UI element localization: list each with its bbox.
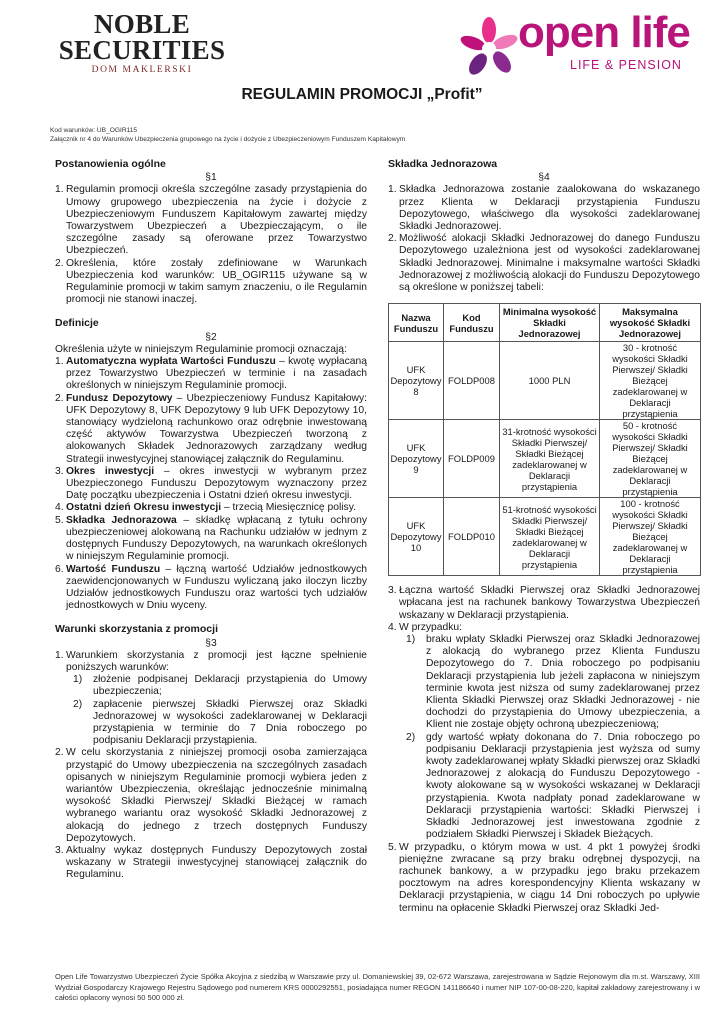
sub-item-text: złożenie podpisanej Deklaracji przystąpienia do Umowy ubezpieczenia; (93, 674, 367, 698)
sub-item-text: gdy wartość wpłaty dokonana do 7. Dnia roboczego po podpisaniu Deklaracji przystąpienia jest wyższa od sumy kwoty zadeklarowanej wpłaty Składki pierwszej oraz Składki Jednorazowej z alokacją do Funduszu Depozytowego - kwoty alokowane są w wysokości wskazanej w Deklaracji przystąpienia. Kwota nadpłaty ponad zadeklarowane w Deklaracji przystąpienia wartości: Składki Pierwszej i Składki Jednorazowej jest inwestowana zgodnie z podziałem Składki Pierwszej i Składek Bieżących. (426, 731, 700, 841)
table-cell: 30 - krotność wysokości Składki Pierwszej/ Składki Bieżącej zadeklarowanej w Deklaracji przystąpienia (600, 342, 701, 420)
paragraph-number: §2 (205, 331, 217, 343)
list-item: 2. Określenia, które zostały zdefiniowane w Warunkach Ubezpieczenia kod warunków: UB_OGIR115 używane są w Regulaminie promocji w takim samym znaczeniu, o ile Regulamin promocji nie stanowi inaczej. (55, 257, 367, 306)
section-heading: Definicje (55, 317, 99, 330)
definition-item: 1. Automatyczna wypłata Wartości Funduszu – kwotę wypłacaną przez Towarzystwo Ubezpieczeń w terminie i na zasadach określonych w niniejszym Regulaminie promocji. (55, 356, 367, 392)
list-item: 2. W celu skorzystania z niniejszej promocji osoba zamierzająca przystąpić do Umowy ubezpieczenia na szczególnych zasadach opisanych w niniejszym Regulaminie promocji wybiera jeden z wariantów Ubezpieczenia, określając jednocześnie minimalną wysokość Składki Pierwszej/ Składki Bieżącej w ramach wybranego wariantu oraz wysokość Składki Jednorazowej z alokacją do jednego z trzech dostępnych Funduszy Depozytowych. (55, 747, 367, 844)
fund-limits-table (388, 303, 701, 576)
list-item: 3. Łączna wartość Składki Pierwszej oraz Składki Jednorazowej wpłacana jest na rachunek bankowy Towarzystwa Ubezpieczeń wskazany w Deklaracji przystąpienia. (388, 585, 700, 621)
table-cell: 51-krotność wysokości Składki Pierwszej/ Składki Bieżącej zadeklarowanej w Deklaracji przystąpienia (500, 498, 600, 576)
table-row (389, 342, 701, 420)
list-item-text: Regulamin promocji określa szczególne zasady przystąpienia do Umowy grupowego ubezpieczenia na życie i dożycie z Ubezpieczeniowym Funduszem Kapitałowym zawartej między Towarzystwem Ubezpieczeń a Ubezpieczającym, o ile szczególne zasady są oferowane przez Towarzystwo Ubezpieczeń. (66, 184, 367, 257)
table-cell: UFK Depozytowy 8 (389, 342, 444, 420)
definition-text: – kwotę wypłacaną przez Towarzystwo Ubezpieczeń w terminie i na zasadach określonych w niniejszym Regulaminie promocji. (66, 356, 367, 392)
logo-line: SECURITIES (58, 35, 226, 65)
table-header-cell: Nazwa Funduszu (389, 304, 444, 342)
paragraph-number: §1 (205, 172, 217, 184)
section-heading: Składka Jednorazowa (388, 158, 498, 170)
table-header-cell: Minimalna wysokość Składki Jednorazowej (500, 304, 600, 342)
flower-icon (458, 16, 520, 82)
table-row (389, 420, 701, 498)
definition-item: 3. Okres inwestycji – okres inwestycji w wybranym przez Ubezpieczonego Funduszu Depozytowym wyznaczony przez Datę początku ubezpieczenia i Ostatni dzień okresu inwestycji. (55, 465, 367, 502)
section-conditions (55, 623, 367, 881)
table-cell: 1000 PLN (500, 342, 600, 420)
definition-term: Okres inwestycji (66, 465, 155, 477)
table-cell: 31-krotność wysokości Składki Pierwszej/ Składki Bieżącej zadeklarowanej w Deklaracji przystąpienia (500, 420, 600, 498)
paragraph-number: §3 (205, 637, 217, 649)
sub-item-text: zapłacenie pierwszej Składki Pierwszej oraz Składki Jednorazowej w wysokości zadeklarowanej w Deklaracji przystąpienia w terminie do 7 Dnia roboczego po podpisaniu Deklaracji przystąpienia. (93, 698, 367, 747)
definition-item: 2. Fundusz Depozytowy – Ubezpieczeniowy Fundusz Kapitałowy: UFK Depozytowy 8, UFK Depozytowy 9 lub UFK Depozytowy 10, stanowiący wydzieloną rachunkowo oraz odrębnie inwestowaną część aktywów Towarzystwa Ubezpieczeń tworzoną z alokowanych Składek Jednorazowych zarządzany według Strategii inwestycyjnej stanowiącej załącznik do Regulaminu. (55, 392, 367, 465)
section-general (55, 158, 367, 306)
definition-text: – składkę wpłacaną z tytułu ochrony ubezpieczeniowej alokowaną na Rachunku udziałów w jednym z dostępnych Funduszy Depozytowych, na warunkach określonych w niniejszym Regulaminie promocji. (66, 514, 367, 563)
definition-text: – okres inwestycji w wybranym przez Ubezpieczonego Funduszu Depozytowym wyznaczony przez Datę początku ubezpieczenia i Ostatni dzień okresu inwestycji. (66, 465, 367, 502)
table-cell: 50 - krotność wysokości Składki Pierwszej/ Składki Bieżącej zadeklarowanej w Deklaracji przystąpienia (600, 420, 701, 498)
list-item: 1. Składka Jednorazowa zostanie zaalokowana do wskazanego przez Klienta w Deklaracji przystąpienia Funduszu Depozytowego, właściwego dla wysokości zadeklarowanej Składki Jednorazowej. (388, 184, 700, 233)
open-life-subtitle: LIFE & PENSION (570, 58, 682, 72)
list-item-text: W przypadku, o którym mowa w ust. 4 pkt 1 powyżej środki pieniężne zwracane są przy braku odrębnej dyspozycji, na rachunek bankowy, a w przypadku jego braku przekazem pocztowym na adres korespondencyjny Klienta wskazany w Deklaracji przystąpienia, w ciągu 14 Dni roboczych po upływie terminu na opłacenie Składki Pierwszej oraz Składki Jed- (399, 841, 700, 914)
definition-item: 4. Ostatni dzień Okresu inwestycji – trzecią Miesięcznicę polisy. (55, 502, 356, 514)
list-item: 2. Możliwość alokacji Składki Jednorazowej do danego Funduszu Depozytowego uzależniona jest od wysokości zadeklarowanej Składki Jednorazowej. Minimalne i maksymalne wartości Składki Jednorazowej z możliwością alokacji do Funduszu Depozytowego są określone w poniższej tabeli: (388, 233, 700, 294)
section-heading: Warunki skorzystania z promocji (55, 623, 218, 636)
sub-item-text: braku wpłaty Składki Pierwszej oraz Składki Jednorazowej z alokacją do wybranego przez Klienta Funduszu Depozytowego do 7. Dnia roboczego po podpisaniu Deklaracji przystąpienia lub jeżeli zapłacona w niniejszym terminie kwota jest niższa od sumy zadeklarowanej przez Klienta Składki Pierwszej oraz Składki Jednorazowej - nie dochodzi do przystąpienia do Umowy ubezpieczenia, a Klient nie zostaje objęty ochroną ubezpieczeniową; (426, 634, 700, 731)
open-life-wordmark: open life (518, 8, 690, 57)
right-column (388, 158, 700, 915)
definition-text: – Ubezpieczeniowy Fundusz Kapitałowy: UFK Depozytowy 8, UFK Depozytowy 9 lub UFK Depozytowy 10, stanowiący wydzieloną rachunkowo oraz odrębnie inwestowaną część aktywów Towarzystwa Ubezpieczeń tworzoną z alokowanych Składek Jednorazowych zarządzany według Strategii inwestycyjnej stanowiącej załącznik do Regulaminu. (66, 392, 367, 465)
document-meta (50, 127, 405, 144)
company-footer: Open Life Towarzystwo Ubezpieczeń Życie Spółka Akcyjna z siedzibą w Warszawie przy ul. Domaniewskiej 39, 02-672 Warszawa, zarejestrowana w Sądzie Rejonowym dla m.st. Warszawy, XIII Wydział Gospodarczy Krajowego Rejestru Sądowego pod numerem KRS 0000292551, posiadająca numer REGON 141186640 i numer NIP 107-00-08-220, kapitał zakładowy zarejestrowany i w całości opłacony wynosi 50 500 000 zł. (55, 972, 700, 1002)
definition-term: Składka Jednorazowa (66, 514, 177, 526)
definition-term: Fundusz Depozytowy (66, 392, 173, 404)
noble-securities-logo (57, 11, 227, 75)
list-item: 4. W przypadku: (388, 622, 700, 634)
table-cell: FOLDP008 (444, 342, 500, 420)
definition-term: Wartość Funduszu (66, 563, 161, 575)
table-cell: FOLDP009 (444, 420, 500, 498)
table-cell: UFK Depozytowy 10 (389, 498, 444, 576)
section-definitions (55, 317, 367, 612)
definition-text: – trzecią Miesięcznicę polisy. (221, 502, 356, 514)
logo-line: NOBLE (93, 9, 191, 39)
open-life-logo (458, 10, 698, 90)
list-item-text: W przypadku: (399, 621, 462, 633)
list-item-text: Aktualny wykaz dostępnych Funduszy Depozytowych został wskazany w Strategii inwestycyjnej stanowiącej załącznik do Regulaminu. (66, 844, 367, 881)
list-item-text: Składka Jednorazowa zostanie zaalokowana do wskazanego przez Klienta w Deklaracji przystąpienia Funduszu Depozytowego, właściwego dla wysokości zadeklarowanej Składki Jednorazowej. (399, 184, 700, 233)
definition-term: Ostatni dzień Okresu inwestycji (66, 502, 222, 514)
table-cell: 100 - krotność wysokości Składki Pierwszej/ Składki Bieżącej zadeklarowanej w Deklaracji przystąpienia (600, 498, 701, 576)
list-item-text: Określenia, które zostały zdefiniowane w Warunkach Ubezpieczenia kod warunków: UB_OGIR115 używane są w Regulaminie promocji w takim samym znaczeniu, o ile Regulamin promocji nie stanowi inaczej. (66, 257, 367, 306)
table-cell: UFK Depozytowy 9 (389, 420, 444, 498)
definition-text: – łączną wartość Udziałów jednostkowych zaewidencjonowanych w Funduszu wyliczaną jako iloczyn liczby Udziałów jednostkowych Funduszu oraz wartości tych udziałów jednostkowych w Dniu wyceny. (66, 563, 367, 612)
table-cell: FOLDP010 (444, 498, 500, 576)
paragraph-number: §4 (538, 172, 550, 184)
list-item: 1. Warunkiem skorzystania z promocji jest łączne spełnienie poniższych warunków: (55, 649, 367, 673)
list-item-text: Możliwość alokacji Składki Jednorazowej do danego Funduszu Depozytowego uzależniona jest od wysokości zadeklarowanej Składki Jednorazowej. Minimalne i maksymalne wartości Składki Jednorazowej z możliwością alokacji do Funduszu Depozytowego są określone w poniższej tabeli: (399, 233, 700, 294)
list-item-text: W celu skorzystania z niniejszej promocji osoba zamierzająca przystąpić do Umowy ubezpieczenia na szczególnych zasadach opisanych w niniejszym Regulaminie promocji wybiera jeden z wariantów Ubezpieczenia, określając jednocześnie minimalną wysokość Składki Pierwszej/ Składki Bieżącej w ramach wybranego wariantu oraz wysokość Składki Jednorazowej z alokacją do jednego z trzech dostępnych Funduszy Depozytowych. (66, 747, 367, 844)
sub-item: 1) złożenie podpisanej Deklaracji przystąpienia do Umowy ubezpieczenia; (73, 674, 367, 698)
conditions-code: Kod warunków: UB_OGIR115 (50, 127, 138, 134)
list-item-text: Łączna wartość Składki Pierwszej oraz Składki Jednorazowej wpłacana jest na rachunek bankowy Towarzystwa Ubezpieczeń wskazany w Deklaracji przystąpienia. (399, 585, 700, 621)
logo-subline: DOM MAKLERSKI (91, 65, 193, 75)
left-column (55, 158, 367, 893)
attachment-note: Załącznik nr 4 do Warunków Ubezpieczenia grupowego na życie i dożycie z Ubezpieczeniowym Funduszem Kapitałowym (50, 135, 406, 143)
document-title: REGULAMIN PROMOCJI „Profit” (241, 86, 483, 103)
list-item: 3. Aktualny wykaz dostępnych Funduszy Depozytowych został wskazany w Strategii inwestycyjnej stanowiącej załącznik do Regulaminu. (55, 844, 367, 881)
definitions-intro: Określenia użyte w niniejszym Regulaminie promocji oznaczają: (55, 343, 347, 355)
table-header-row (389, 304, 701, 342)
table-row (389, 498, 701, 576)
definition-item: 5. Składka Jednorazowa – składkę wpłacaną z tytułu ochrony ubezpieczeniowej alokowaną na Rachunku udziałów w jednym z dostępnych Funduszy Depozytowych, na warunkach określonych w niniejszym Regulaminie promocji. (55, 514, 367, 563)
definition-term: Automatyczna wypłata Wartości Funduszu (66, 356, 276, 368)
sub-item: 1) braku wpłaty Składki Pierwszej oraz Składki Jednorazowej z alokacją do wybranego przez Klienta Funduszu Depozytowego do 7. Dnia roboczego po podpisaniu Deklaracji przystąpienia lub jeżeli zapłacona w niniejszym terminie kwota jest niższa od sumy zadeklarowanej przez Klienta Składki Pierwszej oraz Składki Jednorazowej - nie dochodzi do przystąpienia do Umowy ubezpieczenia, a Klient nie zostaje objęty ochroną ubezpieczeniową; (406, 634, 700, 731)
table-header-cell: Maksymalna wysokość Składki Jednorazowej (600, 304, 701, 342)
sub-item: 2) gdy wartość wpłaty dokonana do 7. Dnia roboczego po podpisaniu Deklaracji przystąpienia jest wyższa od sumy kwoty zadeklarowanej wpłaty Składki pierwszej oraz Składki Jednorazowej z alokacją do Funduszu Depozytowego - kwoty alokowane są w wysokości wskazanej w Deklaracji przystąpienia. Kwota nadpłaty ponad zadeklarowane w Deklaracji przystąpienia wartości: Składki Pierwszej i Składki Jednorazowej jest inwestowana zgodnie z podziałem Składki Pierwszej i Składek Bieżących. (406, 731, 700, 841)
section-heading: Postanowienia ogólne (55, 158, 166, 170)
list-item-text: Warunkiem skorzystania z promocji jest łączne spełnienie poniższych warunków: (66, 649, 367, 673)
list-item: 1. Regulamin promocji określa szczególne zasady przystąpienia do Umowy grupowego ubezpieczenia na życie i dożycie z Ubezpieczeniowym Funduszem Kapitałowym zawartej między Towarzystwem Ubezpieczeń a Ubezpieczającym, o ile szczególne zasady są oferowane przez Towarzystwo Ubezpieczeń. (55, 184, 367, 257)
table-header-cell: Kod Funduszu (444, 304, 500, 342)
definition-item: 6. Wartość Funduszu – łączną wartość Udziałów jednostkowych zaewidencjonowanych w Funduszu wyliczaną jako iloczyn liczby Udziałów jednostkowych Funduszu oraz wartości tych udziałów jednostkowych w Dniu wyceny. (55, 563, 367, 612)
sub-item: 2) zapłacenie pierwszej Składki Pierwszej oraz Składki Jednorazowej w wysokości zadeklarowanej w Deklaracji przystąpienia w terminie do 7 Dnia roboczego po podpisaniu Deklaracji przystąpienia. (73, 698, 367, 747)
list-item: 5. W przypadku, o którym mowa w ust. 4 pkt 1 powyżej środki pieniężne zwracane są przy braku odrębnej dyspozycji, na rachunek bankowy, a w przypadku jego braku przekazem pocztowym na adres korespondencyjny Klienta wskazany w Deklaracji przystąpienia, w ciągu 14 Dni roboczych po upływie terminu na opłacenie Składki Pierwszej oraz Składki Jed- (388, 841, 700, 914)
